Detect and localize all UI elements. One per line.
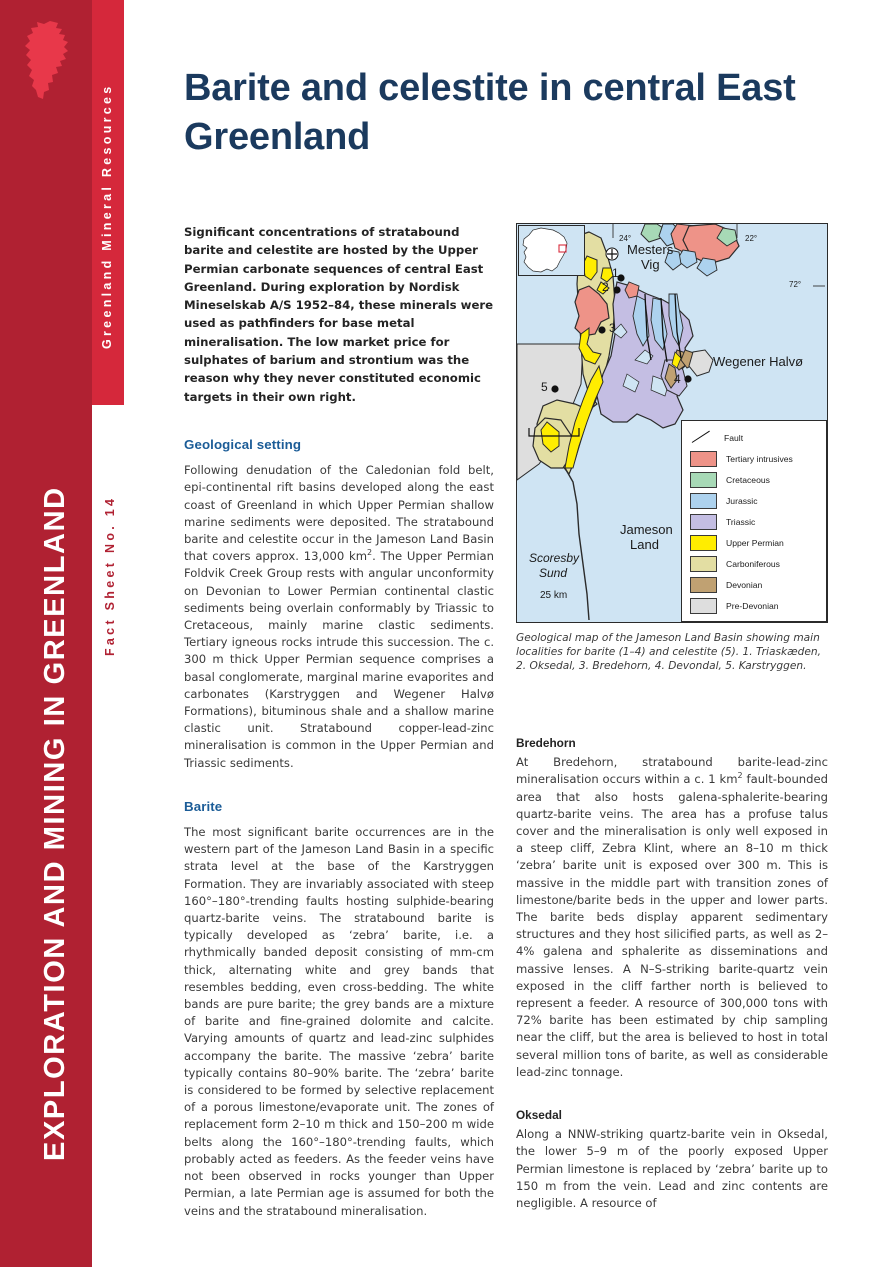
heading-geological-setting: Geological setting — [184, 436, 302, 452]
left-text-column — [184, 223, 494, 1220]
legend-label: Tertiary intrusives — [726, 453, 793, 464]
geo-text-b: . The Upper Permian Foldvik Creek Group rests with angular unconformity on Devonian to Lower Permian continental clastic sediments being overlain conformably by Triassic to Cretaceous, mainly marine clastic sediments. Tertiary igneous rocks intrude this succession. The c. 300 m thick Upper Permian sequence comprises a basal conglomerate, marginal marine evaporites and carbonates (Karstryggen and Wegener Halvø Formations), bituminous shale and a shallow marine clastic unit. Stratabound copper-lead-zinc mineralisation is common in the Upper Permian and Triassic sediments. — [184, 549, 495, 770]
legend-label: Triassic — [726, 516, 756, 527]
figure-geological-map — [516, 223, 828, 674]
map-label-wegener-halvo: Wegener Halvø — [713, 354, 804, 369]
color-swatch-icon — [690, 577, 717, 593]
map-label-land: Land — [630, 537, 659, 552]
legend-label: Carboniferous — [726, 559, 780, 570]
legend-row-jurassic — [690, 490, 826, 511]
heading-oksedal: Oksedal — [516, 1108, 562, 1123]
color-swatch-icon — [690, 493, 717, 509]
map-label-lon-22: 22° — [745, 234, 758, 243]
paragraph-barite: The most significant barite occurrences are in the western part of the Jameson Land Basin in a specific strata level at the base of the Karstryggen Formation. They are invariably associated with steep 160°–180°-trending faults hosting sulphide-bearing quartz-barite veins. The stratabound barite is typically developed as ‘zebra’ barite, i.e. a rhythmically banded deposit consisting of mm-cm thick, alternating white and grey bands that resembles bedding, even cross-bedding. The white bands are pure barite; the grey bands are a mixture of barite and fine-grained dolomite and calcite. Varying amounts of quartz and lead-zinc sulphides accompany the barite. The massive ‘zebra’ barite typically contains 80–90% barite. The ‘zebra’ barite is considered to be formed by selective replacement of a porous limestone/evaporate unit. The zones of replacement form 2–10 m thick and 150–200 m wide belts along the 160°–180°-trending faults, which probably acted as feeders. As the feeder veins have not been observed in rocks younger than Upper Permian, a late Permian age is assumed for both the veins and the stratabound mineralisation. — [184, 825, 494, 1218]
bredehorn-text-a: At Bredehorn, stratabound barite-lead-zinc mineralisation occurs within a c. 1 km — [516, 755, 828, 787]
map-label-vig: Vig — [641, 257, 660, 272]
geo-superscript: 2 — [367, 548, 373, 558]
color-swatch-icon — [690, 472, 717, 488]
fault-line-icon — [690, 431, 715, 445]
figure-caption: Geological map of the Jameson Land Basin showing main localities for barite (1–4) and celestite (5). 1. Triaskæden, 2. Oksedal, 3. Bredehorn, 4. Devondal, 5. Karstryggen. — [516, 632, 821, 673]
color-swatch-icon — [690, 514, 717, 530]
right-text-column — [516, 735, 828, 1212]
legend-label: Pre-Devonian — [726, 601, 779, 612]
legend-row-triassic — [690, 511, 826, 532]
lead-paragraph: Significant concentrations of stratabound barite and celestite are hosted by the Upper Permian carbonate sequences of central East Greenland. During exploration by Nordisk Mineselskab A/S 1952–84, these minerals were used as pathfinders for base metal mineralisation. The low market price for sulphates of barium and strontium was the reason why they never constituted economic targets in their own right. — [184, 225, 494, 404]
legend-row-upper-permian — [690, 532, 826, 553]
map-label-scalebar: 25 km — [540, 590, 568, 601]
color-swatch-icon — [690, 556, 717, 572]
geo-text-a: Following denudation of the Caledonian fold belt, epi-continental rift basins developed along the east coast of Greenland in which Upper Permian shallow marine sediments were deposited. The stratabound barite and celestite occur in the Jameson Land Basin that covers approx. 13,000 km — [184, 463, 494, 564]
heading-bredehorn: Bredehorn — [516, 736, 576, 750]
rail-series-label: Greenland Mineral Resources — [100, 83, 114, 349]
bredehorn-text-b: fault-bounded area that also hosts galena-sphalerite-bearing quartz-barite veins. The area has a profuse talus cover and the mineralisation is only well exposed in a steep cliff, Zebra Klint, where an 8–10 m thick ‘zebra’ barite unit is exposed over 300 m. This is massive in the middle part with transition zones of limestone/barite beds in the upper and lower parts. The barite beds display apparent sedimentary structures and they host silicified parts, as well as 2–4% galena and sphalerite as disseminations and massive lenses. A N–S-striking barite-quartz vein exposed in the cliff farther north is believed to represent a feeder. A resource of 300,000 tons with 72% barite has been estimated by chip sampling near the cliff, but the area is believed to host in total several million tons of barite, as well as considerable lead-zinc tonnage. — [516, 772, 828, 1079]
paragraph-oksedal: Along a NNW-striking quartz-barite vein in Oksedal, the lower 5–9 m of the poorly exposed Upper Permian limestone is replaced by ‘zebra’ barite up to 150 m from the vein. Lead and zinc contents are negligible. A resource of — [516, 1127, 828, 1211]
legend-row-pre-devonian — [690, 596, 826, 617]
color-swatch-icon — [690, 451, 717, 467]
rail-vertical-title: EXPLORATION AND MINING IN GREENLAND — [38, 486, 71, 1161]
map-label-lon-24: 24° — [619, 234, 632, 243]
legend-row-carboniferous — [690, 554, 826, 575]
map-site-5: 5 — [541, 380, 548, 394]
paragraph-geological-setting — [184, 462, 494, 772]
legend-row-tertiary-intrusives — [690, 448, 826, 469]
map-site-4: 4 — [674, 372, 681, 386]
rail-factsheet-label: Fact Sheet No. 14 — [103, 495, 117, 656]
map-legend — [681, 420, 827, 622]
map-label-sund: Sund — [539, 566, 568, 580]
legend-label: Devonian — [726, 580, 763, 591]
color-swatch-icon — [690, 598, 717, 614]
legend-label: Upper Permian — [726, 538, 784, 549]
legend-row-cretaceous — [690, 469, 826, 490]
map-canvas[interactable] — [516, 223, 828, 623]
legend-label: Cretaceous — [726, 474, 770, 485]
map-site-1: 1 — [612, 266, 619, 280]
map-label-scoresby: Scoresby — [529, 551, 580, 565]
map-site-3: 3 — [609, 321, 616, 335]
bredehorn-superscript: 2 — [737, 771, 743, 781]
map-label-jameson: Jameson — [620, 522, 673, 537]
greenland-inset-map — [518, 225, 585, 276]
legend-row-fault — [690, 427, 826, 448]
page-title: Barite and celestite in central East Greenland — [184, 67, 796, 158]
map-label-mesters: Mesters — [627, 242, 674, 257]
legend-label: Fault — [724, 432, 744, 443]
paragraph-bredehorn — [516, 754, 828, 1081]
legend-label: Jurassic — [726, 495, 758, 506]
legend-row-devonian — [690, 575, 826, 596]
heading-barite: Barite — [184, 798, 223, 814]
map-label-lat-72: 72° — [789, 280, 802, 289]
color-swatch-icon — [690, 535, 717, 551]
map-site-2: 2 — [602, 280, 609, 294]
